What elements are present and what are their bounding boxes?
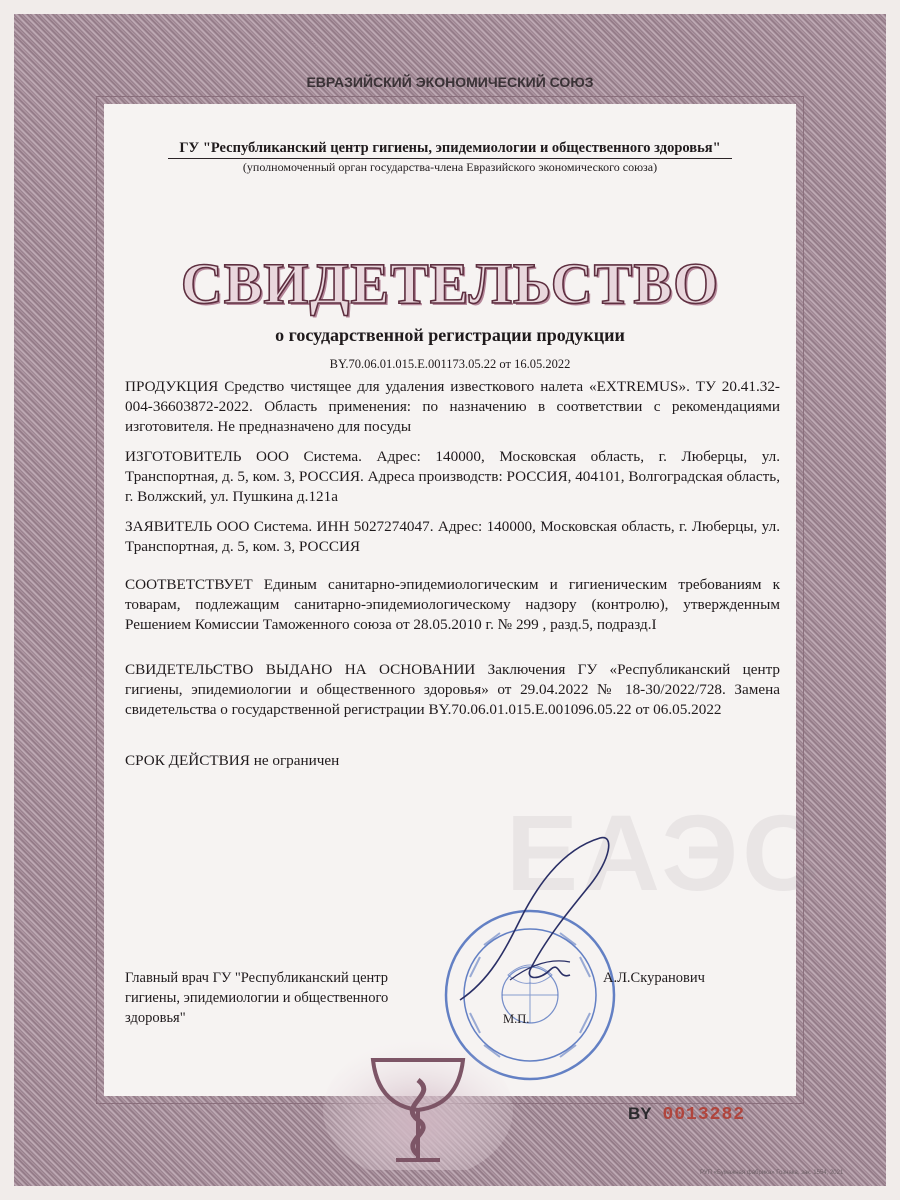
eaeu-watermark: ЕАЭС [506, 792, 825, 913]
serial-number [628, 1104, 745, 1125]
signatory-name: А.Л.Скуранович [603, 970, 705, 986]
serial-prefix: BY [628, 1104, 652, 1123]
authority-underline [168, 158, 732, 159]
registration-number: BY.70.06.01.015.E.001173.05.22 от 16.05.2022 [329, 357, 571, 371]
authority-note: (уполномоченный орган государства-члена Евразийского экономического союза) [242, 160, 658, 174]
manufacturer-section: ИЗГОТОВИТЕЛЬ ООО Система. Адрес: 140000, Московская область, г. Люберцы, ул. Транспортная, д. 5, ком. 3, РОССИЯ. Адреса производств: РОССИЯ, 404101, Волгоградская область, г. Волжский, ул. Пушкина д.121а [125, 448, 780, 505]
serial-digits: 0013282 [662, 1105, 746, 1125]
validity-section: СРОК ДЕЙСТВИЯ не ограничен [125, 752, 340, 769]
seal-place-mark: М.П. [503, 1012, 530, 1026]
printer-imprint: РУП «Бумажная фабрика» Гознака, зак. 1554, 2021 [700, 1170, 844, 1176]
signatory-position: Главный врач ГУ "Республиканский центр гигиены, эпидемиологии и общественного здоровья" [125, 970, 389, 1026]
conformity-section: СООТВЕТСТВУЕТ Единым санитарно-эпидемиологическим и гигиеническим требованиям к товарам, подлежащим санитарно-эпидемиологическому надзору (контролю), утвержденным Решением Комиссии Таможенного союза от 28.05.2010 г. № 299 , разд.5, подразд.I [125, 576, 780, 633]
document-subtitle: о государственной регистрации продукции [275, 325, 625, 345]
document-title: СВИДЕТЕЛЬСТВО [180, 251, 720, 316]
applicant-section: ЗАЯВИТЕЛЬ ООО Система. ИНН 5027274047. Адрес: 140000, Московская область, г. Люберцы, ул. Транспортная, д. 5, ком. 3, РОССИЯ [125, 518, 780, 555]
basis-section: СВИДЕТЕЛЬСТВО ВЫДАНО НА ОСНОВАНИИ Заключения ГУ «Республиканский центр гигиены, эпидемиологии и общественного здоровья» от 29.04.2022 № 18-30/2022/728. Замена свидетельства о государственной регистрации BY.70.06.01.015.E.001096.05.22 от 06.05.2022 [125, 661, 780, 718]
product-section: ПРОДУКЦИЯ Средство чистящее для удаления известкового налета «EXTREMUS». ТУ 20.41.32-004-36603872-2022. Область применения: по назначению в соответствии с рекомендациями изготовителя. Не предназначено для посуды [125, 378, 780, 435]
authority-name: ГУ "Республиканский центр гигиены, эпидемиологии и общественного здоровья" [179, 140, 721, 156]
union-title: ЕВРАЗИЙСКИЙ ЭКОНОМИЧЕСКИЙ СОЮЗ [306, 74, 594, 90]
bowl-of-hygieia-emblem-icon [318, 1010, 518, 1170]
